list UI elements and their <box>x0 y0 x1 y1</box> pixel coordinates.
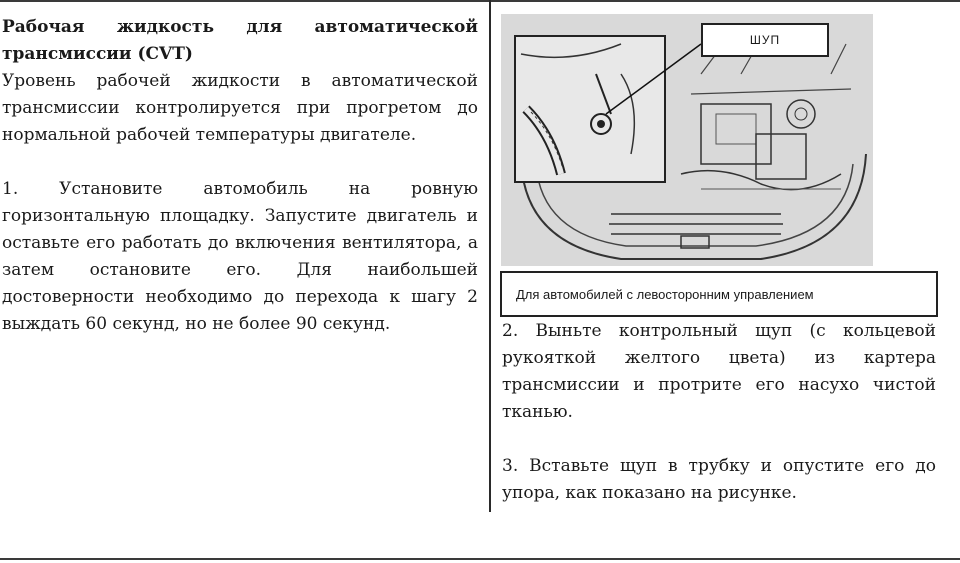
step-1-paragraph: 1. Установите автомобиль на ровную горизонтальную площадку. Запустите двигатель и оставьте его работать до включения вентилятора, а затем остановите его. Для наибольшей достоверности необходимо до перехода к шагу 2 выждать 60 секунд, но не более 90 секунд. <box>2 179 478 334</box>
dipstick-label: ШУП <box>701 23 829 57</box>
bottom-border <box>0 558 960 560</box>
right-column <box>502 318 936 507</box>
left-column <box>2 14 478 338</box>
step-2-paragraph: 2. Выньте контрольный щуп (с кольцевой рукояткой желтого цвета) из картера трансмиссии и протрите его насухо чистой тканью. <box>502 321 936 422</box>
column-divider <box>489 0 491 512</box>
top-border <box>0 0 960 2</box>
step-3-paragraph: 3. Вставьте щуп в трубку и опустите его до упора, как показано на рисунке. <box>502 456 936 503</box>
intro-paragraph: Уровень рабочей жидкости в автоматической трансмиссии контролируется при прогретом до нормальной рабочей температуры двигателе. <box>2 71 478 145</box>
section-title: Рабочая жидкость для автоматической трансмиссии (CVT) <box>2 17 478 64</box>
figure-caption: Для автомобилей с левосторонним управлением <box>500 271 938 317</box>
